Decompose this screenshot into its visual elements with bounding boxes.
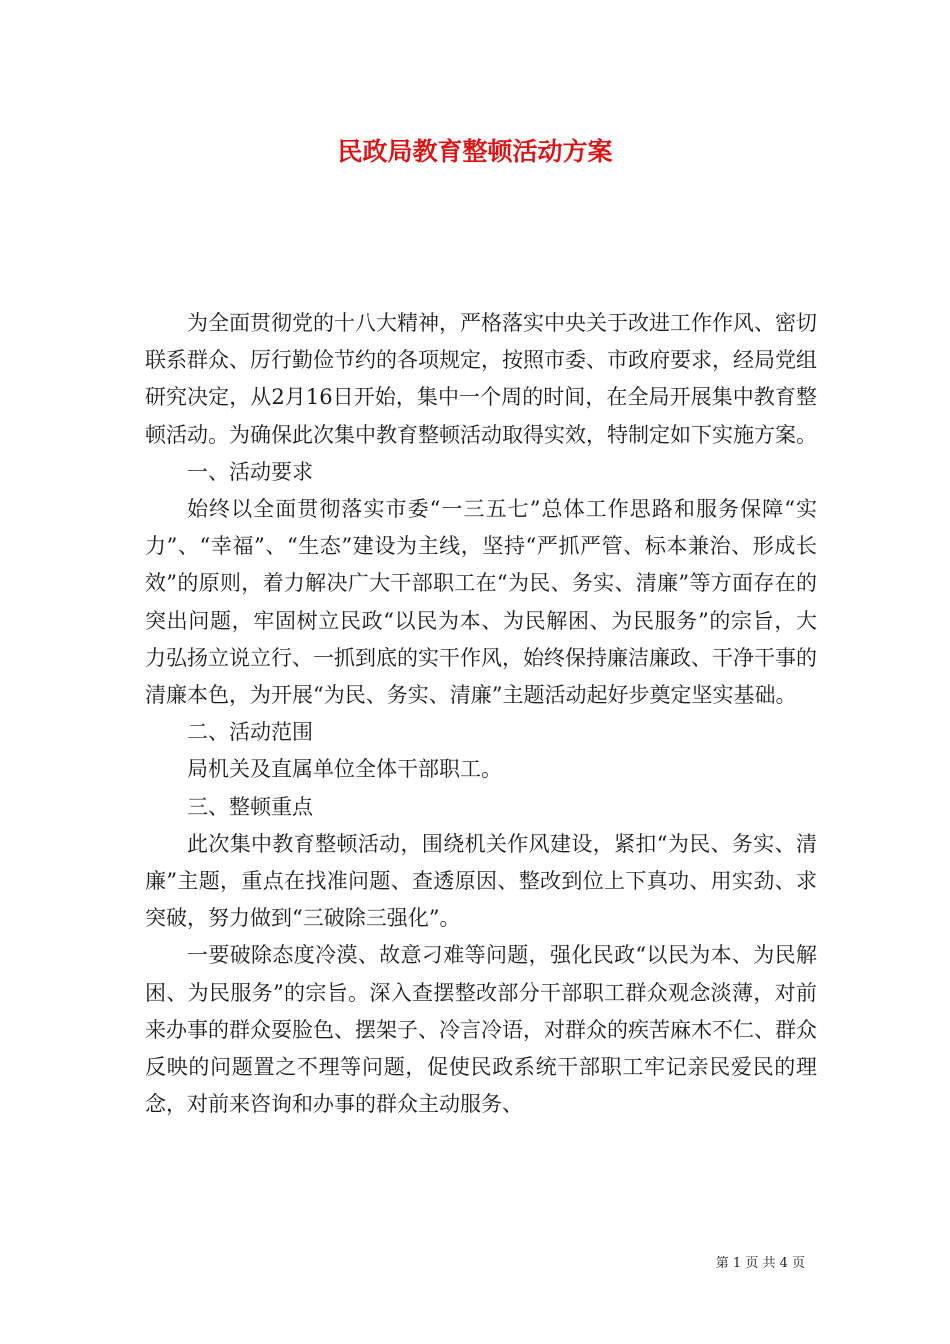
document-body	[145, 305, 817, 1123]
paragraph-requirements: 始终以全面贯彻落实市委“一三五七”总体工作思路和服务保障“实力”、“幸福”、“生态”建设为主线，坚持“严抓严管、标本兼治、形成长效”的原则，着力解决广大干部职工在“为民、务实、清廉”等方面存在的突出问题，牢固树立民政“以民为本、为民解困、为民服务”的宗旨，大力弘扬立说立行、一抓到底的实干作风，始终保持廉洁廉政、干净干事的清廉本色，为开展“为民、务实、清廉”主题活动起好步奠定坚实基础。	[145, 497, 817, 708]
heading-activity-scope: 二、活动范围	[187, 720, 313, 745]
heading-activity-requirements: 一、活动要求	[187, 459, 313, 484]
paragraph-intro: 为全面贯彻党的十八大精神，严格落实中央关于改进工作作风、密切联系群众、厉行勤俭节约的各项规定，按照市委、市政府要求，经局党组研究决定，从2月16日开始，集中一个周的时间，在全局开展集中教育整顿活动。为确保此次集中教育整顿活动取得实效，特制定如下实施方案。	[145, 311, 817, 447]
paragraph-focus: 此次集中教育整顿活动，围绕机关作风建设，紧扣“为民、务实、清廉”主题，重点在找准问题、查透原因、整改到位上下真功、用实劲、求突破，努力做到“三破除三强化”。	[145, 831, 817, 931]
page-number: 第 1 页 共 4 页	[715, 1256, 805, 1271]
heading-rectification-focus: 三、整顿重点	[187, 794, 313, 819]
document-title: 民政局教育整顿活动方案	[337, 137, 613, 166]
paragraph-first-point: 一要破除态度冷漠、故意刁难等问题，强化民政“以民为本、为民解困、为民服务”的宗旨。深入查摆整改部分干部职工群众观念淡薄，对前来办事的群众耍脸色、摆架子、冷言冷语，对群众的疾苦麻木不仁、群众反映的问题置之不理等问题，促使民政系统干部职工牢记亲民爱民的理念，对前来咨询和办事的群众主动服务、	[145, 943, 817, 1117]
paragraph-scope: 局机关及直属单位全体干部职工。	[187, 757, 502, 782]
